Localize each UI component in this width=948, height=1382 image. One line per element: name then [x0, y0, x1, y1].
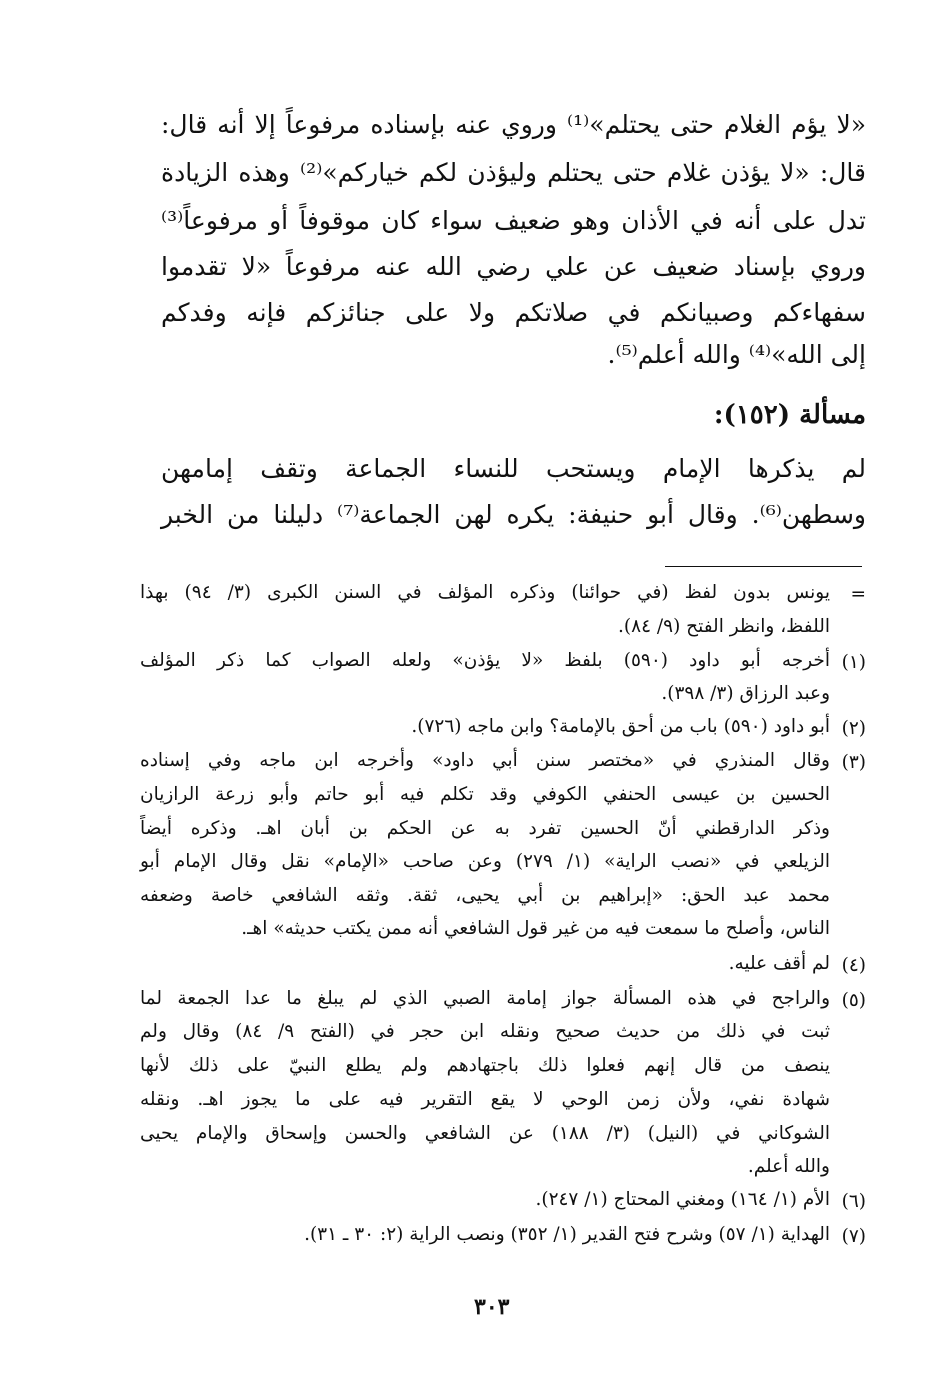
footnote-number: (٧) [841, 1226, 866, 1247]
body-line: سفهاءكم وصبيانكم في صلاتكم ولا على جنائزكم فإنه وفدكم [161, 298, 866, 327]
body-line: وسطهن⁽⁶⁾. وقال أبو حنيفة: يكره لهن الجماعة⁽⁷⁾ دليلنا من الخبر [161, 500, 866, 529]
footnote-number: (٤) [841, 955, 866, 976]
footnote-line: الأم (١/ ١٦٤) ومغني المحتاج (١/ ٢٤٧). [535, 1189, 830, 1210]
footnote-line: الحسين بن عيسى الحنفي الكوفي وقد تكلم فيه أبو حاتم وأبو زرعة الرازيان [140, 784, 830, 805]
footnote-continuation-marker: = [850, 584, 866, 605]
footnote-number: (٥) [841, 990, 866, 1011]
footnote-number: (٦) [841, 1191, 866, 1212]
body-line: إلى الله»⁽⁴⁾ والله أعلم⁽⁵⁾. [607, 340, 866, 369]
footnote-line: ثبت في ذلك من حديث صحيح ونقله ابن حجر في (الفتح ٩/ ٨٤) وقال ولم [140, 1021, 830, 1042]
body-line: وروي بإسناد ضعيف عن علي رضي الله عنه مرفوعاً «لا تقدموا [161, 252, 866, 281]
footnote-line: محمد عبد الحق: «إبراهيم بن أبي يحيى، ثقة. وثقه الشافعي خاصة وضعفه [140, 885, 830, 906]
body-line: قال: «لا يؤذن غلام حتى يحتلم وليؤذن لكم خياركم»⁽²⁾ وهذه الزيادة [161, 158, 866, 187]
footnote-line: لم أقف عليه. [728, 953, 830, 974]
footnote-number: (٢) [841, 718, 866, 739]
footnote-line: الهداية (١/ ٥٧) وشرح فتح القدير (١/ ٣٥٢) ونصب الراية (٢: ٣٠ ـ ٣١). [304, 1224, 830, 1245]
footnote-line: والله أعلم. [747, 1156, 830, 1177]
footnote-line: وقال المنذري في «مختصر سنن أبي داود» وأخرجه ابن ماجه وفي إسناده [140, 750, 830, 771]
footnote-line: ينصف من قال إنهم فعلوا ذلك باجتهادهم ولم يطلع النبيّ على ذلك لأنها [140, 1055, 830, 1076]
footnote-line: الناس، وأصلح ما سمعت فيه من غير قول الشافعي أنه ممن يكتب حديثه» اهـ. [241, 918, 830, 939]
footnote-line: شهادة نفي، ولأن زمن الوحي لا يقع التقرير فيه على ما يجوز اهـ. ونقله [140, 1089, 830, 1110]
body-line: «لا يؤم الغلام حتى يحتلم»⁽¹⁾ وروي عنه بإسناده مرفوعاً إلا أنه قال: [161, 110, 866, 139]
footnote-separator [665, 566, 862, 567]
body-line: تدل على أنه في الأذان وهو ضعيف سواء كان موقوفاً أو مرفوعاً⁽³⁾ [161, 206, 866, 235]
footnote-line: وذكر الدارقطني أنّ الحسين تفرد به عن الحكم بن أبان اهـ. وذكره أيضاً [140, 818, 830, 839]
body-line: لم يذكرها الإمام ويستحب للنساء الجماعة وتقف إمامهن [161, 454, 866, 483]
footnote-line: وعبد الرزاق (٣/ ٣٩٨). [661, 683, 830, 704]
section-heading: مسألة (١٥٢): [713, 400, 866, 430]
footnote-line: أخرجه أبو داود (٥٩٠) بلفظ «لا يؤذن» ولعله الصواب كما ذكر المؤلف [140, 650, 830, 671]
footnote-line: اللفظ، وانظر الفتح (٩/ ٨٤). [618, 616, 830, 637]
footnote-number: (١) [841, 652, 866, 673]
footnote-line: الشوكاني في (النيل) (٣/ ١٨٨) عن الشافعي والحسن وإسحاق والإمام يحيى [140, 1123, 830, 1144]
footnote-number: (٣) [841, 752, 866, 773]
footnote-line: أبو داود (٥٩٠) باب من أحق بالإمامة؟ وابن ماجه (٧٢٦). [411, 716, 830, 737]
footnote-line: والراجح في هذه المسألة جواز إمامة الصبي الذي لم يبلغ ما عدا الجمعة لما [140, 988, 830, 1009]
page-number: ٣٠٣ [474, 1294, 510, 1320]
footnote-line: الزيلعي في «نصب الراية» (١/ ٢٧٩) وعن صاحب «الإمام» نقل وقال الإمام أبو [140, 851, 831, 872]
footnote-line: يونس بدون لفظ (في حوائنا) وذكره المؤلف في السنن الكبرى (٣/ ٩٤) بهذا [140, 582, 830, 603]
